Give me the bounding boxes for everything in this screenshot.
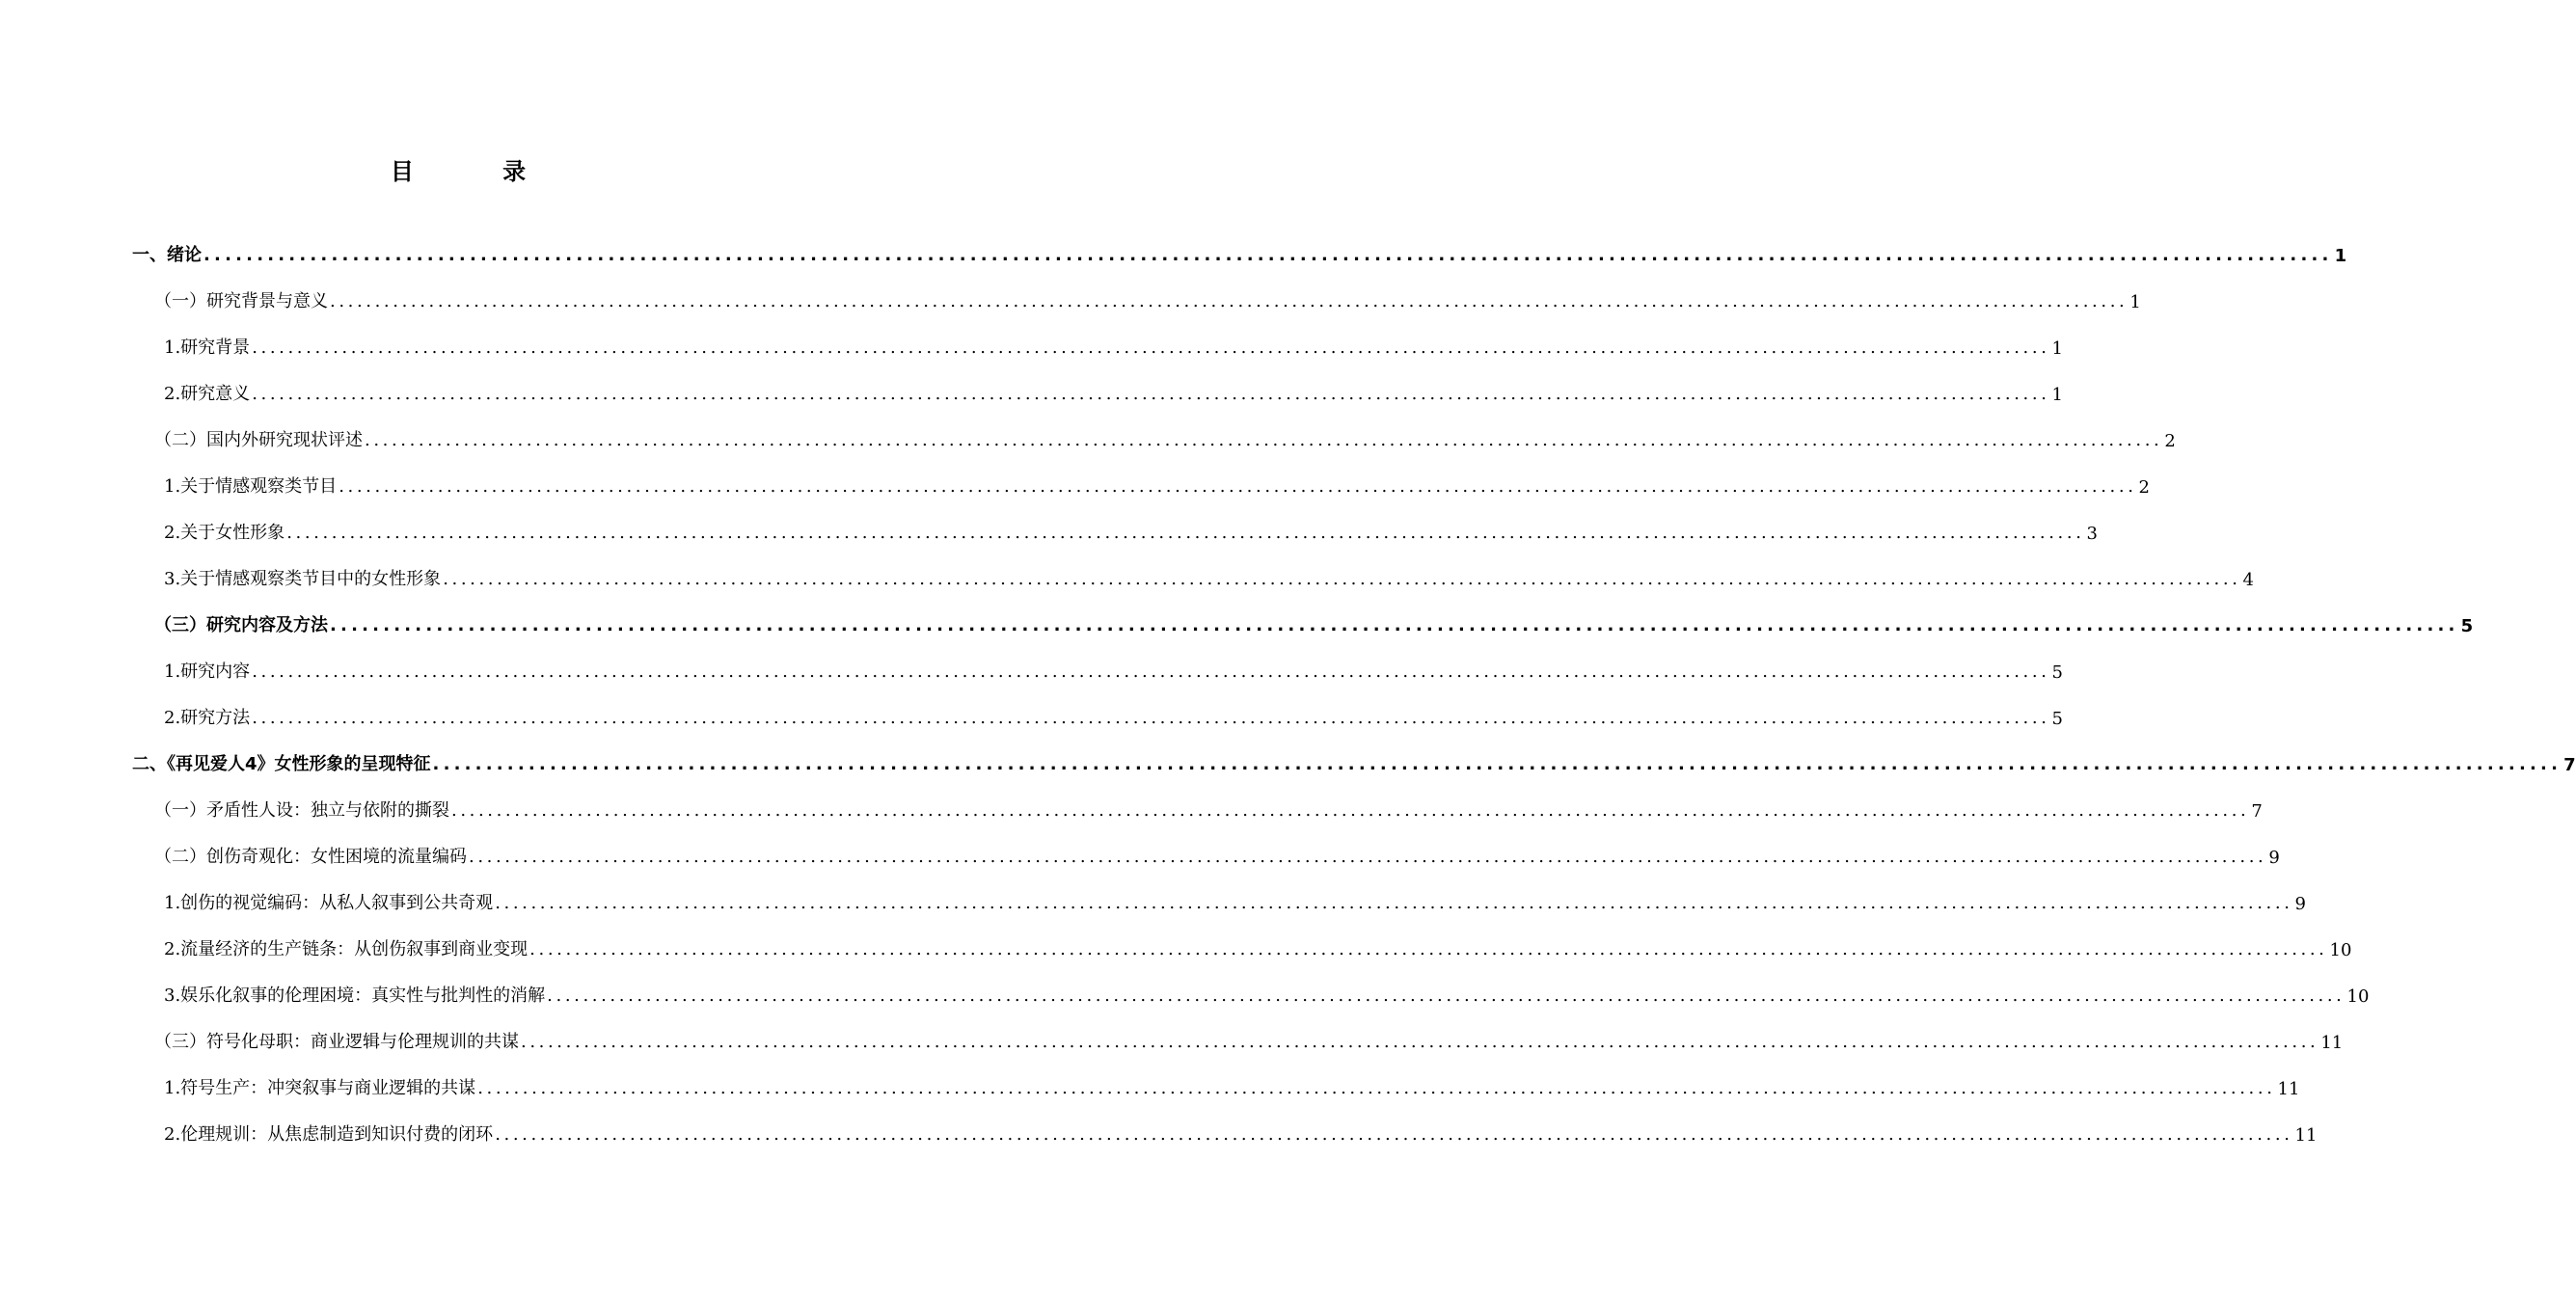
- toc-entry[interactable]: [164, 698, 2063, 729]
- toc-entry-page: 2: [2164, 431, 2176, 451]
- toc-entry-page: 10: [2346, 986, 2370, 1007]
- toc-entry[interactable]: [164, 374, 2063, 405]
- toc-entry-label: 3.关于情感观察类节目中的女性形象: [164, 569, 442, 589]
- toc-leader-dots: ........................................................................................................................................................................................................: [432, 754, 2562, 774]
- toc-entry-label: 1.研究背景: [164, 338, 251, 358]
- toc-entry-page: 1: [2051, 338, 2063, 359]
- toc-entry[interactable]: [164, 559, 2254, 590]
- toc-leader-dots: ........................................................................................................................................................................................................: [443, 569, 2241, 589]
- toc-leader-dots: ........................................................................................................................................................................................................: [451, 800, 2250, 821]
- toc-entry-label: 2.流量经济的生产链条：从创伤叙事到商业变现: [164, 939, 529, 959]
- toc-leader-dots: ........................................................................................................................................................................................................: [339, 476, 2137, 497]
- toc-entry[interactable]: [154, 791, 2263, 822]
- toc-entry-label: 二、《再见爱人4》女性形象的呈现特征: [132, 754, 431, 774]
- toc-entry-label: （一）矛盾性人设：独立与依附的撕裂: [154, 800, 449, 821]
- toc-entry-page: 5: [2051, 709, 2063, 729]
- toc-entry-label: 3.娱乐化叙事的伦理困境：真实性与批判性的消解: [164, 986, 546, 1006]
- toc-entry-label: （三）研究内容及方法: [154, 615, 328, 635]
- toc-entry-page: 11: [2277, 1079, 2300, 1099]
- toc-entry-label: 一、绪论: [132, 245, 202, 265]
- toc-entry-label: 1.符号生产：冲突叙事与商业逻辑的共谋: [164, 1078, 476, 1098]
- toc-entry-label: 2.研究方法: [164, 708, 251, 728]
- toc-entry-label: （二）国内外研究现状评述: [154, 430, 363, 450]
- toc-entry-page: 5: [2051, 662, 2063, 683]
- toc-entry-page: 1: [2051, 385, 2063, 405]
- toc-entry-label: 1.研究内容: [164, 662, 251, 682]
- toc-entry-label: 2.关于女性形象: [164, 523, 285, 543]
- toc-entry-page: 1: [2334, 246, 2347, 266]
- toc-entry[interactable]: [164, 930, 2352, 960]
- toc-entry[interactable]: [164, 1068, 2300, 1099]
- toc-entry[interactable]: [154, 606, 2474, 636]
- toc-leader-dots: ........................................................................................................................................................................................................: [495, 1124, 2293, 1145]
- toc-entry[interactable]: [154, 420, 2176, 451]
- toc-leader-dots: ........................................................................................................................................................................................................: [330, 615, 2459, 635]
- toc-entry[interactable]: [154, 1022, 2344, 1053]
- toc-entry-label: （二）创伤奇观化：女性困境的流量编码: [154, 847, 467, 867]
- toc-entry-page: 3: [2086, 524, 2098, 544]
- toc-entry[interactable]: [132, 235, 2347, 266]
- toc-entry-page: 5: [2460, 616, 2474, 636]
- toc-entry-label: 2.伦理规训：从焦虑制造到知识付费的闭环: [164, 1124, 494, 1145]
- toc-entry[interactable]: [164, 883, 2306, 914]
- toc-entry[interactable]: [164, 513, 2098, 544]
- toc-leader-dots: ........................................................................................................................................................................................................: [252, 384, 2050, 404]
- toc-entry-label: （三）符号化母职：商业逻辑与伦理规训的共谋: [154, 1032, 519, 1052]
- toc-title: 目 录: [390, 158, 567, 185]
- toc-entry-label: 2.研究意义: [164, 384, 251, 404]
- toc-leader-dots: ........................................................................................................................................................................................................: [521, 1032, 2319, 1052]
- toc-leader-dots: ........................................................................................................................................................................................................: [286, 523, 2085, 543]
- toc-leader-dots: ........................................................................................................................................................................................................: [547, 986, 2346, 1006]
- toc-entry[interactable]: [164, 328, 2063, 359]
- toc-entry-page: 7: [2563, 755, 2576, 775]
- toc-entry[interactable]: [164, 976, 2370, 1007]
- toc-entry[interactable]: [132, 744, 2576, 775]
- toc-entry[interactable]: [164, 652, 2063, 683]
- toc-entry-page: 9: [2268, 848, 2280, 868]
- toc-entry-page: 1: [2129, 292, 2141, 312]
- toc-leader-dots: ........................................................................................................................................................................................................: [529, 939, 2328, 959]
- toc-entry-page: 7: [2251, 801, 2263, 822]
- toc-leader-dots: ........................................................................................................................................................................................................: [252, 708, 2050, 728]
- toc-leader-dots: ........................................................................................................................................................................................................: [469, 847, 2267, 867]
- toc-leader-dots: ........................................................................................................................................................................................................: [330, 291, 2129, 311]
- toc-leader-dots: ........................................................................................................................................................................................................: [203, 245, 2333, 265]
- toc-entry-page: 11: [2294, 1125, 2318, 1146]
- toc-leader-dots: ........................................................................................................................................................................................................: [477, 1078, 2276, 1098]
- toc-entry-page: 10: [2329, 940, 2352, 960]
- toc-entry-label: 1.关于情感观察类节目: [164, 476, 338, 497]
- toc-leader-dots: ........................................................................................................................................................................................................: [252, 338, 2050, 358]
- toc-entry-page: 4: [2242, 570, 2254, 590]
- toc-leader-dots: ........................................................................................................................................................................................................: [252, 662, 2050, 682]
- toc-entry[interactable]: [154, 282, 2141, 312]
- toc-entry-page: 2: [2138, 477, 2150, 498]
- toc-entry[interactable]: [154, 837, 2280, 868]
- toc-entry[interactable]: [164, 467, 2150, 498]
- toc-entry-page: 11: [2320, 1033, 2344, 1053]
- toc-entry-label: （一）研究背景与意义: [154, 291, 328, 311]
- toc-entry-label: 1.创伤的视觉编码：从私人叙事到公共奇观: [164, 893, 494, 913]
- toc-entry-page: 9: [2294, 894, 2306, 914]
- toc-leader-dots: ........................................................................................................................................................................................................: [365, 430, 2163, 450]
- toc-leader-dots: ........................................................................................................................................................................................................: [495, 893, 2293, 913]
- toc-entry[interactable]: [164, 1115, 2318, 1146]
